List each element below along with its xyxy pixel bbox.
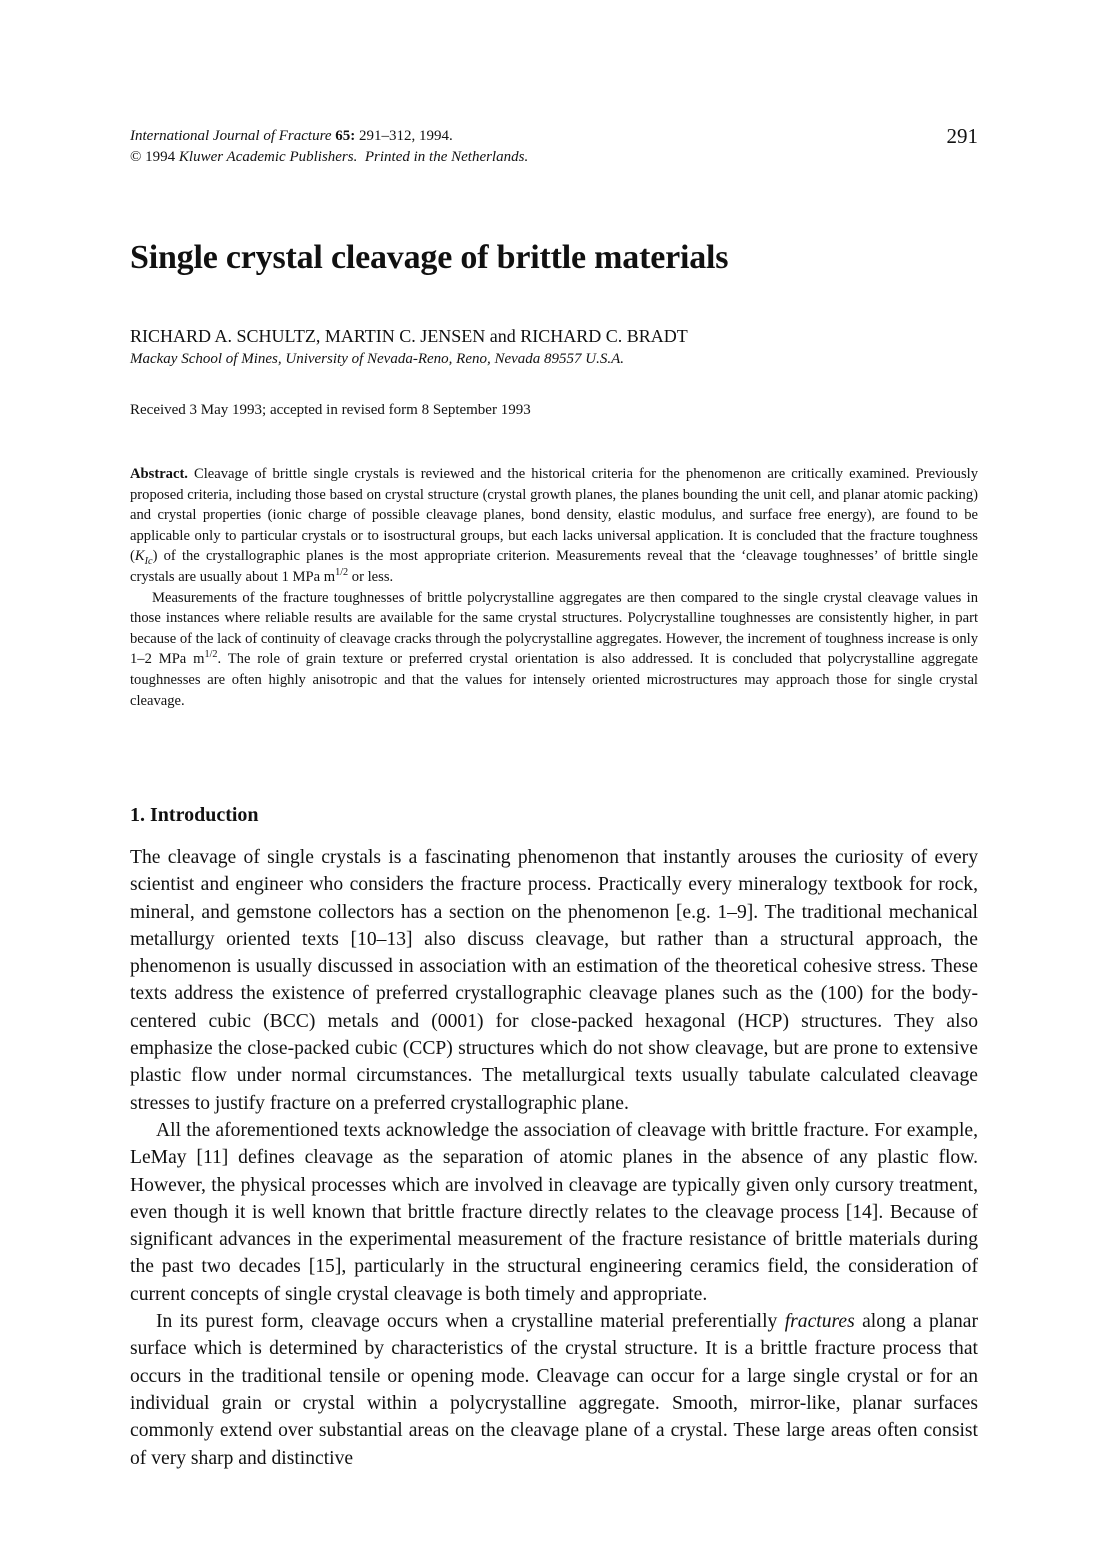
page-number: 291 bbox=[946, 124, 978, 148]
printed-in: Printed in the Netherlands. bbox=[364, 149, 529, 165]
fracture-toughness-symbol: $K_{Ic}$ bbox=[134, 548, 153, 568]
received-dates: Received 3 May 1993; accepted in revised form 8 September 1993 bbox=[130, 402, 531, 418]
emphasis-fractures: fractures bbox=[784, 1311, 855, 1333]
journal-name: International Journal of Fracture bbox=[130, 128, 332, 144]
pages-year: 291–312, 1994. bbox=[359, 128, 453, 144]
affiliation: Mackay School of Mines, University of Nevada-Reno, Reno, Nevada 89557 U.S.A. bbox=[130, 351, 625, 367]
copyright-year: 1994 bbox=[145, 149, 176, 165]
abstract-paragraph-1: Abstract. Cleavage of brittle single crystals is reviewed and the historical criteria for the phenomenon are critically examined. Previously proposed criteria, including those based on crystal structure (crystal growth planes, the planes bounding the unit cell, and planar atomic packing) and crystal properties (ionic charge of possible cleavage planes, bond density, elastic modulus, and surface free energy), are found to be applicable only to particular crystals or to isostructural groups, but each lacks universal application. It is concluded that the fracture toughness $(K_{Ic})$ of the crystallographic planes is the most appropriate criterion. Measurements reveal that the ‘cleavage toughnesses’ of brittle single crystals are usually about 1 MPa $m^{1/2}$ or less. bbox=[130, 466, 978, 585]
abstract-label: Abstract. bbox=[130, 466, 188, 482]
body-paragraph-3: In its purest form, cleavage occurs when a crystalline material preferentially fractures along a planar surface which is determined by characteristics of the crystal structure. It is a brittle fracture process that occurs in the traditional tensile or opening mode. Cleavage can occur for a large single crystal or for an individual grain or crystal within a polycrystalline aggregate. Smooth, mirror-like, planar surfaces commonly extend over substantial areas on the cleavage plane of a crystal. These large areas often consist of very sharp and distinctive bbox=[130, 1311, 978, 1469]
citation-line bbox=[130, 126, 978, 147]
volume-number: 65: bbox=[335, 128, 356, 144]
body-paragraph-1: The cleavage of single crystals is a fascinating phenomenon that instantly arouses the curiosity of every scientist and engineer who considers the fracture process. Practically every mineralogy textbook for rock, mineral, and gemstone collectors has a section on the phenomenon [e.g. 1–9]. The traditional mechanical metallurgy oriented texts [10–13] also discuss cleavage, but rather than a structural approach, the phenomenon is usually discussed in association with an estimation of the theoretical cohesive stress. These texts address the existence of preferred crystallographic cleavage planes such as the (100) for the body-centered cubic (BCC) metals and (0001) for close-packed hexagonal (HCP) structures. They also emphasize the close-packed cubic (CCP) structures which do not show cleavage, but are prone to extensive plastic flow under normal circumstances. The metallurgical texts usually tabulate calculated cleavage stresses to justify fracture on a preferred crystallographic plane. bbox=[130, 847, 978, 1114]
copyright-icon: © bbox=[130, 149, 142, 165]
publisher: Kluwer Academic Publishers. bbox=[178, 149, 358, 165]
article-title: Single crystal cleavage of brittle materials bbox=[130, 239, 729, 276]
copyright-line bbox=[130, 147, 978, 168]
section-heading: 1. Introduction bbox=[130, 804, 259, 826]
section-body bbox=[130, 844, 978, 1472]
abstract bbox=[130, 464, 978, 711]
authors: RICHARD A. SCHULTZ, MARTIN C. JENSEN and RICHARD C. BRADT bbox=[130, 326, 688, 346]
running-header bbox=[130, 126, 978, 168]
abstract-paragraph-2: Measurements of the fracture toughnesses of brittle polycrystalline aggregates are then compared to the single crystal cleavage values in those instances where reliable results are available for the same crystal structures. Polycrystalline toughnesses are consistently higher, in part because of the lack of continuity of cleavage cracks through the polycrystalline aggregates. However, the increment of toughness increase is only 1–2 MPa $m^{1/2}$. The role of grain texture or preferred crystal orientation is also addressed. It is concluded that polycrystalline aggregate toughnesses are often highly anisotropic and that the values for intensely oriented microstructures may approach those for single crystal cleavage. bbox=[130, 589, 979, 709]
page bbox=[130, 0, 978, 1546]
body-paragraph-2: All the aforementioned texts acknowledge the association of cleavage with brittle fracture. For example, LeMay [11] defines cleavage as the separation of atomic planes in the absence of any plastic flow. However, the physical processes which are involved in cleavage are typically given only cursory treatment, even though it is well known that brittle fracture directly relates to the cleavage process [14]. Because of significant advances in the experimental measurement of the fracture resistance of brittle materials during the past two decades [15], particularly in the structural engineering ceramics field, the consideration of current concepts of single crystal cleavage is both timely and appropriate. bbox=[130, 1119, 978, 1305]
